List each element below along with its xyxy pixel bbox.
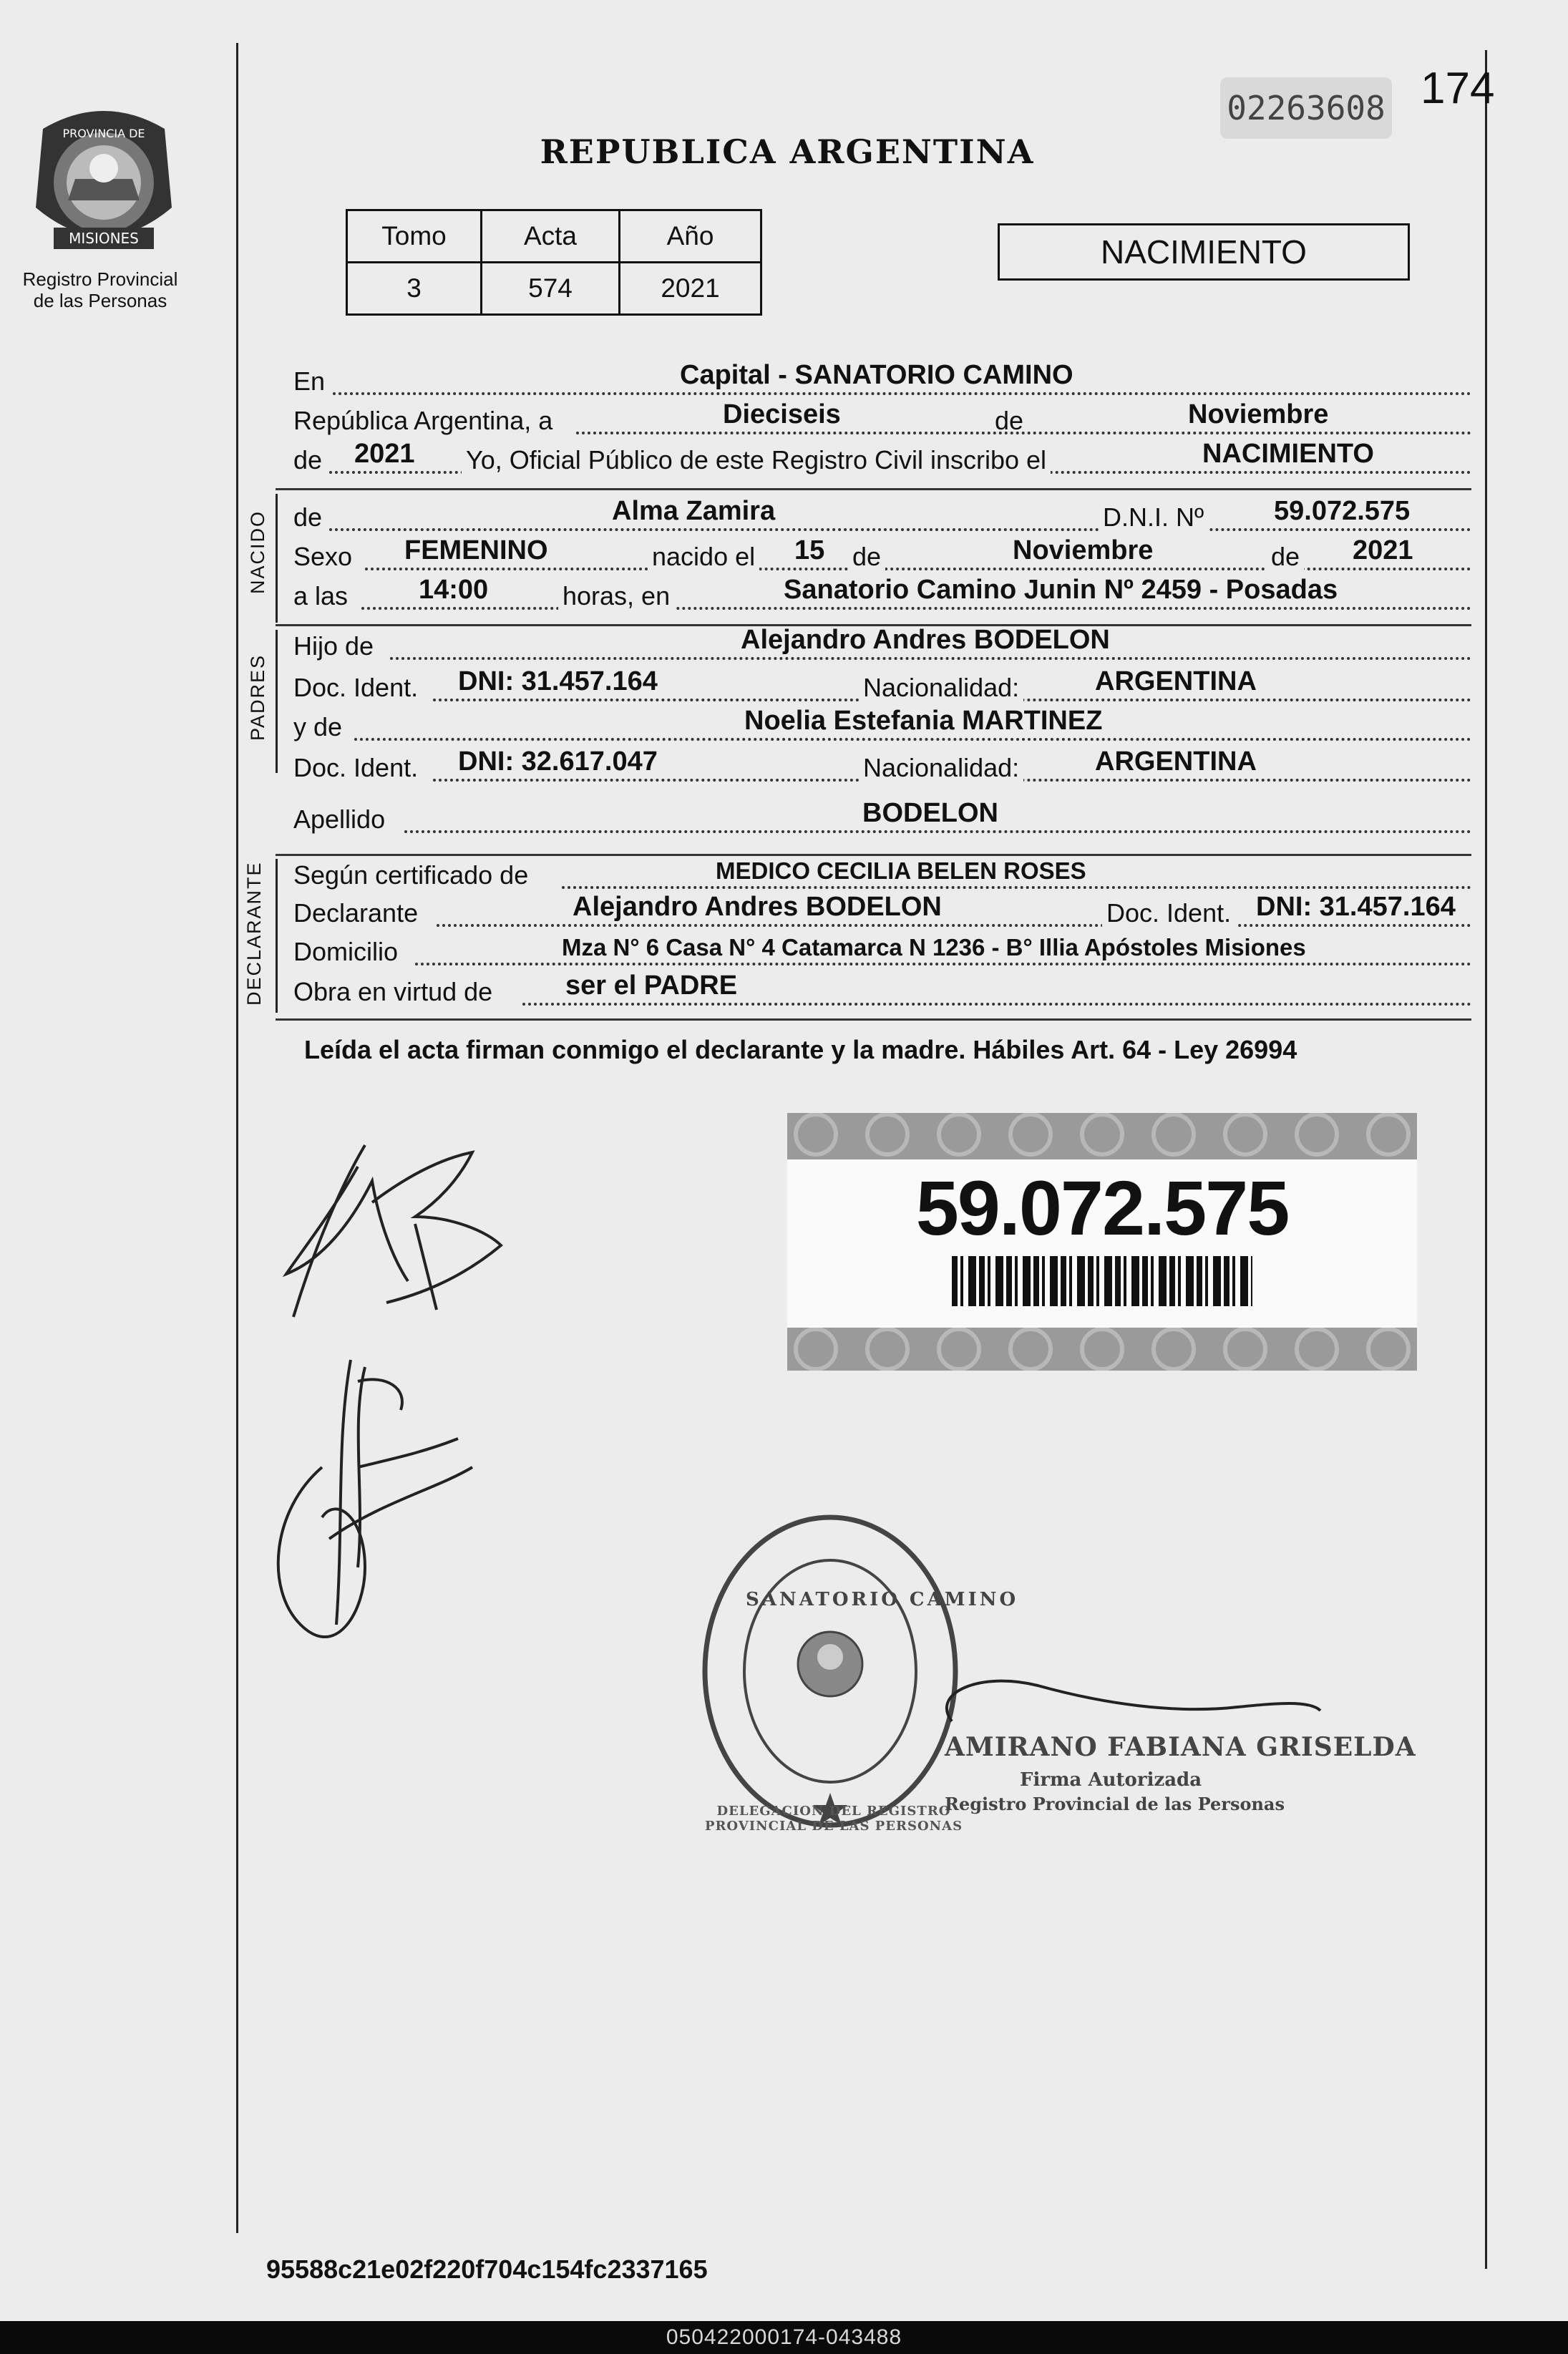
value-place: Capital - SANATORIO CAMINO bbox=[680, 360, 1073, 390]
header-acta: Acta bbox=[482, 210, 620, 263]
row-father-doc bbox=[293, 666, 1471, 707]
row-date bbox=[293, 399, 1471, 440]
volume-table bbox=[346, 209, 762, 316]
value-surname: BODELON bbox=[862, 798, 998, 828]
row-surname bbox=[293, 798, 1471, 839]
label-mother-nationality: Nacionalidad: bbox=[859, 753, 1023, 783]
value-reason: ser el PADRE bbox=[565, 971, 738, 1001]
row-father bbox=[293, 625, 1471, 666]
value-birth-day: 15 bbox=[794, 535, 825, 565]
value-certificate: MEDICO CECILIA BELEN ROSES bbox=[716, 857, 1086, 884]
country-title: REPUBLICA ARGENTINA bbox=[540, 132, 1035, 171]
value-birth-time: 14:00 bbox=[419, 575, 489, 605]
row-address bbox=[293, 935, 1471, 971]
document-hash: 95588c21e02f220f704c154fc2337165 bbox=[266, 2255, 708, 2284]
seal-text-bottom: MISIONES bbox=[69, 230, 139, 247]
registry-stamp-icon bbox=[694, 1510, 966, 1839]
label-horas: horas, en bbox=[558, 581, 674, 611]
volume-table-values bbox=[347, 263, 761, 315]
label-nacido-el: nacido el bbox=[648, 542, 759, 572]
value-acta: 574 bbox=[482, 263, 620, 315]
label-de-2: de bbox=[293, 445, 323, 475]
label-mother-doc: Doc. Ident. bbox=[293, 753, 419, 782]
value-year: 2021 bbox=[354, 439, 415, 469]
value-mother-name: Noelia Estefania MARTINEZ bbox=[744, 706, 1103, 736]
volume-table-header bbox=[347, 210, 761, 263]
label-certificado: Según certificado de bbox=[293, 860, 529, 890]
folio-number: 174 bbox=[1421, 64, 1495, 113]
label-domicilio: Domicilio bbox=[293, 937, 399, 966]
row-name bbox=[293, 496, 1471, 537]
label-republica: República Argentina, a bbox=[293, 406, 553, 435]
value-act-type: NACIMIENTO bbox=[1202, 439, 1374, 469]
right-margin-line bbox=[1485, 50, 1487, 2269]
value-declarant-name: Alejandro Andres BODELON bbox=[573, 892, 942, 922]
row-reason bbox=[293, 971, 1471, 1011]
header-ano: Año bbox=[620, 210, 761, 263]
registry-caption bbox=[7, 268, 193, 311]
stamp-outer-text: DELEGACION DEL REGISTRO PROVINCIAL DE LAS PERSONAS bbox=[704, 1804, 963, 1834]
label-father-doc: Doc. Ident. bbox=[293, 673, 419, 702]
record-type-box: NACIMIENTO bbox=[998, 223, 1410, 281]
value-child-name: Alma Zamira bbox=[612, 496, 776, 526]
value-father-nationality: ARGENTINA bbox=[1095, 666, 1257, 696]
label-father-nationality: Nacionalidad: bbox=[859, 673, 1023, 703]
seal-text-top: PROVINCIA DE bbox=[62, 127, 145, 140]
mother-signature bbox=[258, 1353, 487, 1668]
label-inscribo: Yo, Oficial Público de este Registro Civil inscribo el bbox=[462, 445, 1051, 475]
row-mother bbox=[293, 706, 1471, 746]
authority-registry: Registro Provincial de las Personas bbox=[945, 1794, 1285, 1814]
value-mother-nationality: ARGENTINA bbox=[1095, 746, 1257, 777]
left-margin-line bbox=[236, 43, 238, 2233]
separator-declarante-top bbox=[276, 854, 1471, 856]
label-en: En bbox=[293, 366, 326, 396]
authority-name: AMIRANO FABIANA GRISELDA bbox=[945, 1732, 1416, 1762]
registry-caption-line1: Registro Provincial bbox=[22, 268, 178, 290]
label-apellido: Apellido bbox=[293, 804, 386, 834]
label-de-1: de bbox=[995, 406, 1024, 435]
registry-caption-line2: de las Personas bbox=[33, 290, 167, 311]
value-day-words: Dieciseis bbox=[723, 399, 841, 429]
value-birth-place: Sanatorio Camino Junin Nº 2459 - Posadas bbox=[784, 575, 1338, 605]
value-birth-month: Noviembre bbox=[1013, 535, 1154, 565]
row-time-place bbox=[293, 575, 1471, 616]
row-declarant bbox=[293, 892, 1471, 933]
authority-block bbox=[945, 1732, 1416, 1814]
dni-number-sticker bbox=[787, 1113, 1417, 1371]
label-dni: D.N.I. Nº bbox=[1099, 502, 1208, 532]
section-label-nacido: NACIDO bbox=[247, 510, 268, 594]
value-sex: FEMENINO bbox=[404, 535, 548, 565]
barcode-icon bbox=[952, 1256, 1252, 1306]
row-place bbox=[293, 360, 1471, 401]
separator-nacido-top bbox=[276, 488, 1471, 490]
label-declarante: Declarante bbox=[293, 898, 419, 928]
row-certificate bbox=[293, 859, 1471, 895]
value-father-name: Alejandro Andres BODELON bbox=[741, 625, 1110, 655]
header-tomo: Tomo bbox=[347, 210, 482, 263]
label-declarant-doc: Doc. Ident. bbox=[1102, 898, 1235, 928]
serial-number: 02263608 bbox=[1220, 77, 1392, 139]
footer-code: 050422000174-043488 bbox=[0, 2321, 1568, 2354]
row-inscription bbox=[293, 439, 1471, 480]
value-tomo: 3 bbox=[347, 263, 482, 315]
sticker-dni-number: 59.072.575 bbox=[915, 1164, 1289, 1251]
label-y-de: y de bbox=[293, 712, 343, 741]
value-birth-year: 2021 bbox=[1353, 535, 1413, 565]
province-seal-logo bbox=[29, 100, 179, 268]
closing-statement: Leída el acta firman conmigo el declarante y la madre. Hábiles Art. 64 - Ley 26994 bbox=[304, 1035, 1297, 1064]
row-mother-doc bbox=[293, 746, 1471, 787]
label-obra: Obra en virtud de bbox=[293, 977, 493, 1006]
label-hijo-de: Hijo de bbox=[293, 631, 374, 661]
value-declarant-doc: DNI: 31.457.164 bbox=[1256, 892, 1456, 922]
section-label-declarante: DECLARANTE bbox=[243, 861, 265, 1006]
label-sexo: Sexo bbox=[293, 542, 353, 571]
misiones-seal-icon bbox=[29, 100, 179, 265]
stamp-inner-text: SANATORIO CAMINO bbox=[746, 1589, 1019, 1610]
separator-closing bbox=[276, 1018, 1471, 1021]
label-a-las: a las bbox=[293, 581, 349, 611]
label-de-month: de bbox=[848, 542, 885, 572]
value-father-doc: DNI: 31.457.164 bbox=[458, 666, 658, 696]
value-month: Noviembre bbox=[1188, 399, 1329, 429]
label-de-name: de bbox=[293, 502, 323, 532]
value-ano: 2021 bbox=[620, 263, 761, 315]
official-stamp bbox=[694, 1510, 966, 1843]
authority-title: Firma Autorizada bbox=[1020, 1769, 1202, 1791]
declarant-signature bbox=[272, 1138, 508, 1353]
official-signature bbox=[938, 1671, 1324, 1736]
label-de-year: de bbox=[1267, 542, 1304, 572]
section-label-padres: PADRES bbox=[247, 653, 268, 741]
value-mother-doc: DNI: 32.617.047 bbox=[458, 746, 658, 777]
value-child-dni: 59.072.575 bbox=[1274, 496, 1411, 526]
value-address: Mza N° 6 Casa N° 4 Catamarca N 1236 - B° Illia Apóstoles Misiones bbox=[562, 934, 1306, 960]
row-sex-birthdate bbox=[293, 535, 1471, 576]
